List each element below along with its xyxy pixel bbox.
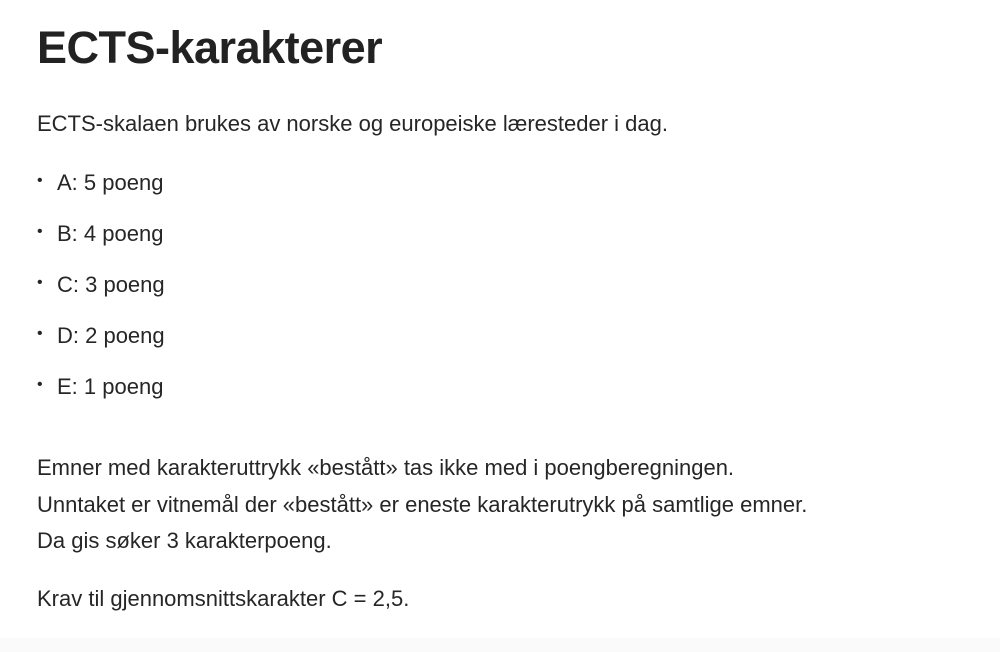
bullet-icon: •	[37, 274, 43, 291]
list-item	[37, 321, 165, 372]
grade-label: A: 5 poeng	[57, 170, 164, 195]
grade-label: C: 3 poeng	[57, 272, 165, 297]
grade-list	[37, 168, 165, 423]
grade-label: D: 2 poeng	[57, 323, 165, 348]
grade-label: B: 4 poeng	[57, 221, 164, 246]
page-title: ECTS-karakterer	[37, 22, 383, 73]
bullet-icon: •	[37, 325, 43, 342]
intro-paragraph: ECTS-skalaen brukes av norske og europeiske læresteder i dag.	[37, 111, 668, 136]
bullet-icon: •	[37, 223, 43, 240]
list-item	[37, 270, 165, 321]
bullet-icon: •	[37, 376, 43, 393]
list-item	[37, 219, 165, 270]
note-line: Da gis søker 3 karakterpoeng.	[37, 528, 332, 553]
passed-note-paragraph	[37, 450, 807, 560]
note-line: Emner med karakteruttrykk «bestått» tas ikke med i poengberegningen.	[37, 455, 735, 480]
bullet-icon: •	[37, 172, 43, 189]
bottom-divider	[0, 638, 1000, 652]
requirement-paragraph: Krav til gjennomsnittskarakter C = 2,5.	[37, 586, 410, 611]
note-line: Unntaket er vitnemål der «bestått» er eneste karakterutrykk på samtlige emner.	[37, 491, 808, 517]
list-item	[37, 168, 165, 219]
list-item	[37, 372, 165, 423]
grade-label: E: 1 poeng	[57, 374, 164, 399]
